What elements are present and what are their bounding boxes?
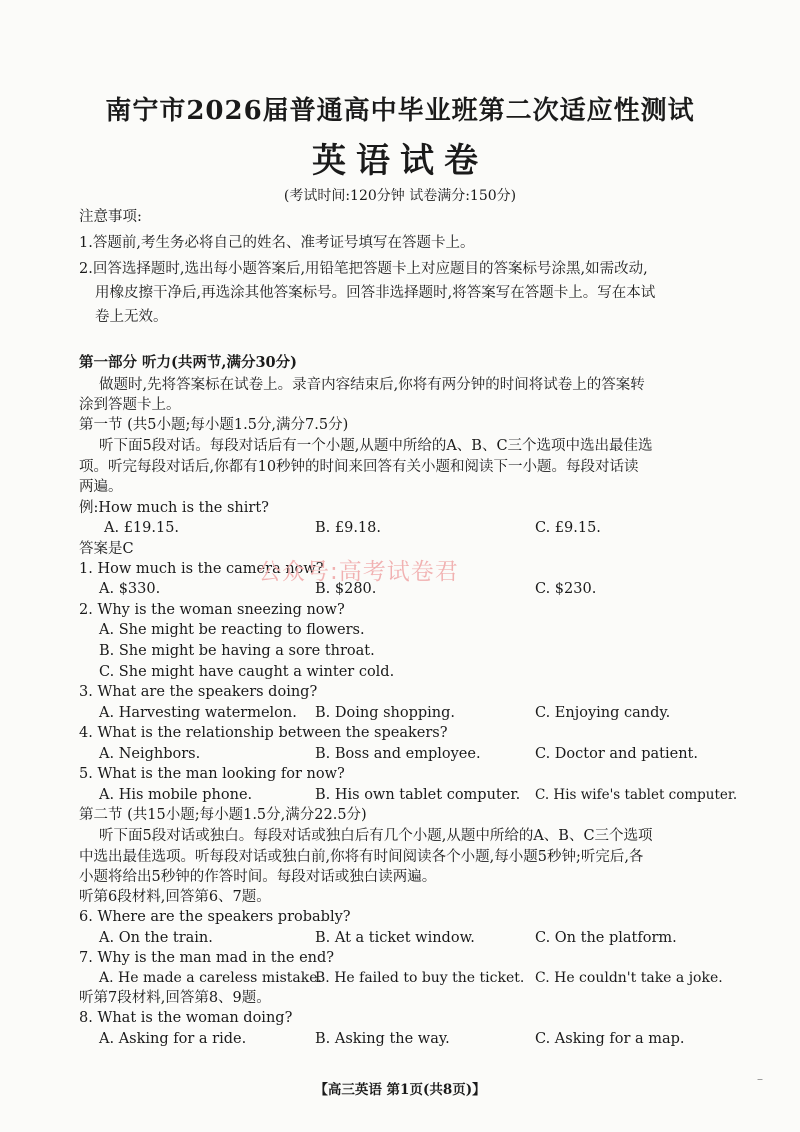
passage-6-instruction: 听第6段材料,回答第6、7题。 — [79, 889, 271, 905]
passage-7-instruction: 听第7段材料,回答第8、9题。 — [79, 990, 271, 1006]
section2-intro-3: 小题将给出5秒钟的作答时间。每段对话或独白读两遍。 — [79, 869, 437, 885]
q6-option-a: A. On the train. — [99, 930, 213, 946]
q6-option-c: C. On the platform. — [535, 930, 677, 946]
question-3: 3. What are the speakers doing? — [79, 684, 318, 700]
q4-option-a: A. Neighbors. — [99, 746, 201, 762]
subject-title: 英语试卷 — [312, 141, 488, 181]
question-5: 5. What is the man looking for now? — [79, 766, 345, 782]
q8-option-a: A. Asking for a ride. — [99, 1031, 247, 1047]
section2-intro-1: 听下面5段对话或独白。每段对话或独白后有几个小题,从题中所给的A、B、C三个选项 — [99, 828, 653, 844]
page-footer: 【高三英语 第1页(共8页)】 — [314, 1082, 486, 1098]
part1-heading: 第一部分 听力(共两节,满分30分) — [79, 354, 297, 371]
q7-option-a: A. He made a careless mistake. — [99, 970, 322, 986]
notice-item-2-cont: 用橡皮擦干净后,再选涂其他答案标号。回答非选择题时,将答案写在答题卡上。写在本试 — [95, 285, 656, 301]
q1-option-c: C. $230. — [535, 581, 597, 597]
section1-heading: 第一节 (共5小题;每小题1.5分,满分7.5分) — [79, 417, 349, 433]
q4-option-c: C. Doctor and patient. — [535, 746, 698, 762]
question-8: 8. What is the woman doing? — [79, 1010, 293, 1026]
q7-option-c: C. He couldn't take a joke. — [535, 970, 723, 986]
notice-item-1: 1.答题前,考生务必将自己的姓名、准考证号填写在答题卡上。 — [79, 235, 475, 251]
section2-heading: 第二节 (共15小题;每小题1.5分,满分22.5分) — [79, 807, 367, 823]
q6-option-b: B. At a ticket window. — [315, 930, 475, 946]
example-option-c: C. £9.15. — [535, 520, 601, 536]
question-7: 7. Why is the man mad in the end? — [79, 950, 335, 966]
exam-info: (考试时间:120分钟 试卷满分:150分) — [283, 188, 517, 204]
notice-item-2-end: 卷上无效。 — [95, 309, 168, 325]
q2-option-c: C. She might have caught a winter cold. — [99, 664, 395, 680]
q7-option-b: B. He failed to buy the ticket. — [315, 970, 525, 986]
example-question: 例:How much is the shirt? — [79, 500, 269, 516]
example-option-b: B. £9.18. — [315, 520, 381, 536]
q2-option-b: B. She might be having a sore throat. — [99, 643, 375, 659]
footer-mark: – — [757, 1072, 763, 1086]
question-2: 2. Why is the woman sneezing now? — [79, 602, 345, 618]
question-1: 1. How much is the camera now? — [79, 561, 324, 577]
notice-item-2: 2.回答选择题时,选出每小题答案后,用铅笔把答题卡上对应题目的答案标号涂黑,如需改动, — [79, 261, 648, 277]
q3-option-b: B. Doing shopping. — [315, 705, 456, 721]
section1-intro-1: 听下面5段对话。每段对话后有一个小题,从题中所给的A、B、C三个选项中选出最佳选 — [99, 438, 653, 454]
q5-option-a: A. His mobile phone. — [99, 787, 253, 803]
q8-option-b: B. Asking the way. — [315, 1031, 450, 1047]
part1-intro-2: 涂到答题卡上。 — [79, 397, 181, 413]
q3-option-a: A. Harvesting watermelon. — [99, 705, 297, 721]
q8-option-c: C. Asking for a map. — [535, 1031, 685, 1047]
section1-intro-2: 项。听完每段对话后,你都有10秒钟的时间来回答有关小题和阅读下一小题。每段对话读 — [79, 459, 639, 475]
section1-intro-3: 两遍。 — [79, 479, 123, 495]
example-option-a: A. £19.15. — [104, 520, 180, 536]
notice-heading: 注意事项: — [79, 209, 142, 225]
part1-intro-1: 做题时,先将答案标在试卷上。录音内容结束后,你将有两分钟的时间将试卷上的答案转 — [99, 377, 645, 393]
q1-option-b: B. $280. — [315, 581, 377, 597]
question-6: 6. Where are the speakers probably? — [79, 909, 351, 925]
q2-option-a: A. She might be reacting to flowers. — [99, 622, 365, 638]
exam-title: 南宁市2026届普通高中毕业班第二次适应性测试 — [105, 96, 695, 126]
question-4: 4. What is the relationship between the speakers? — [79, 725, 448, 741]
q5-option-c: C. His wife's tablet computer. — [535, 787, 738, 803]
example-answer: 答案是C — [79, 541, 134, 557]
q3-option-c: C. Enjoying candy. — [535, 705, 671, 721]
q1-option-a: A. $330. — [99, 581, 161, 597]
section2-intro-2: 中选出最佳选项。听每段对话或独白前,你将有时间阅读各个小题,每小题5秒钟;听完后,各 — [79, 849, 644, 865]
q5-option-b: B. His own tablet computer. — [315, 787, 521, 803]
watermark: 公众号:高考试卷君 — [258, 559, 459, 585]
q4-option-b: B. Boss and employee. — [315, 746, 481, 762]
